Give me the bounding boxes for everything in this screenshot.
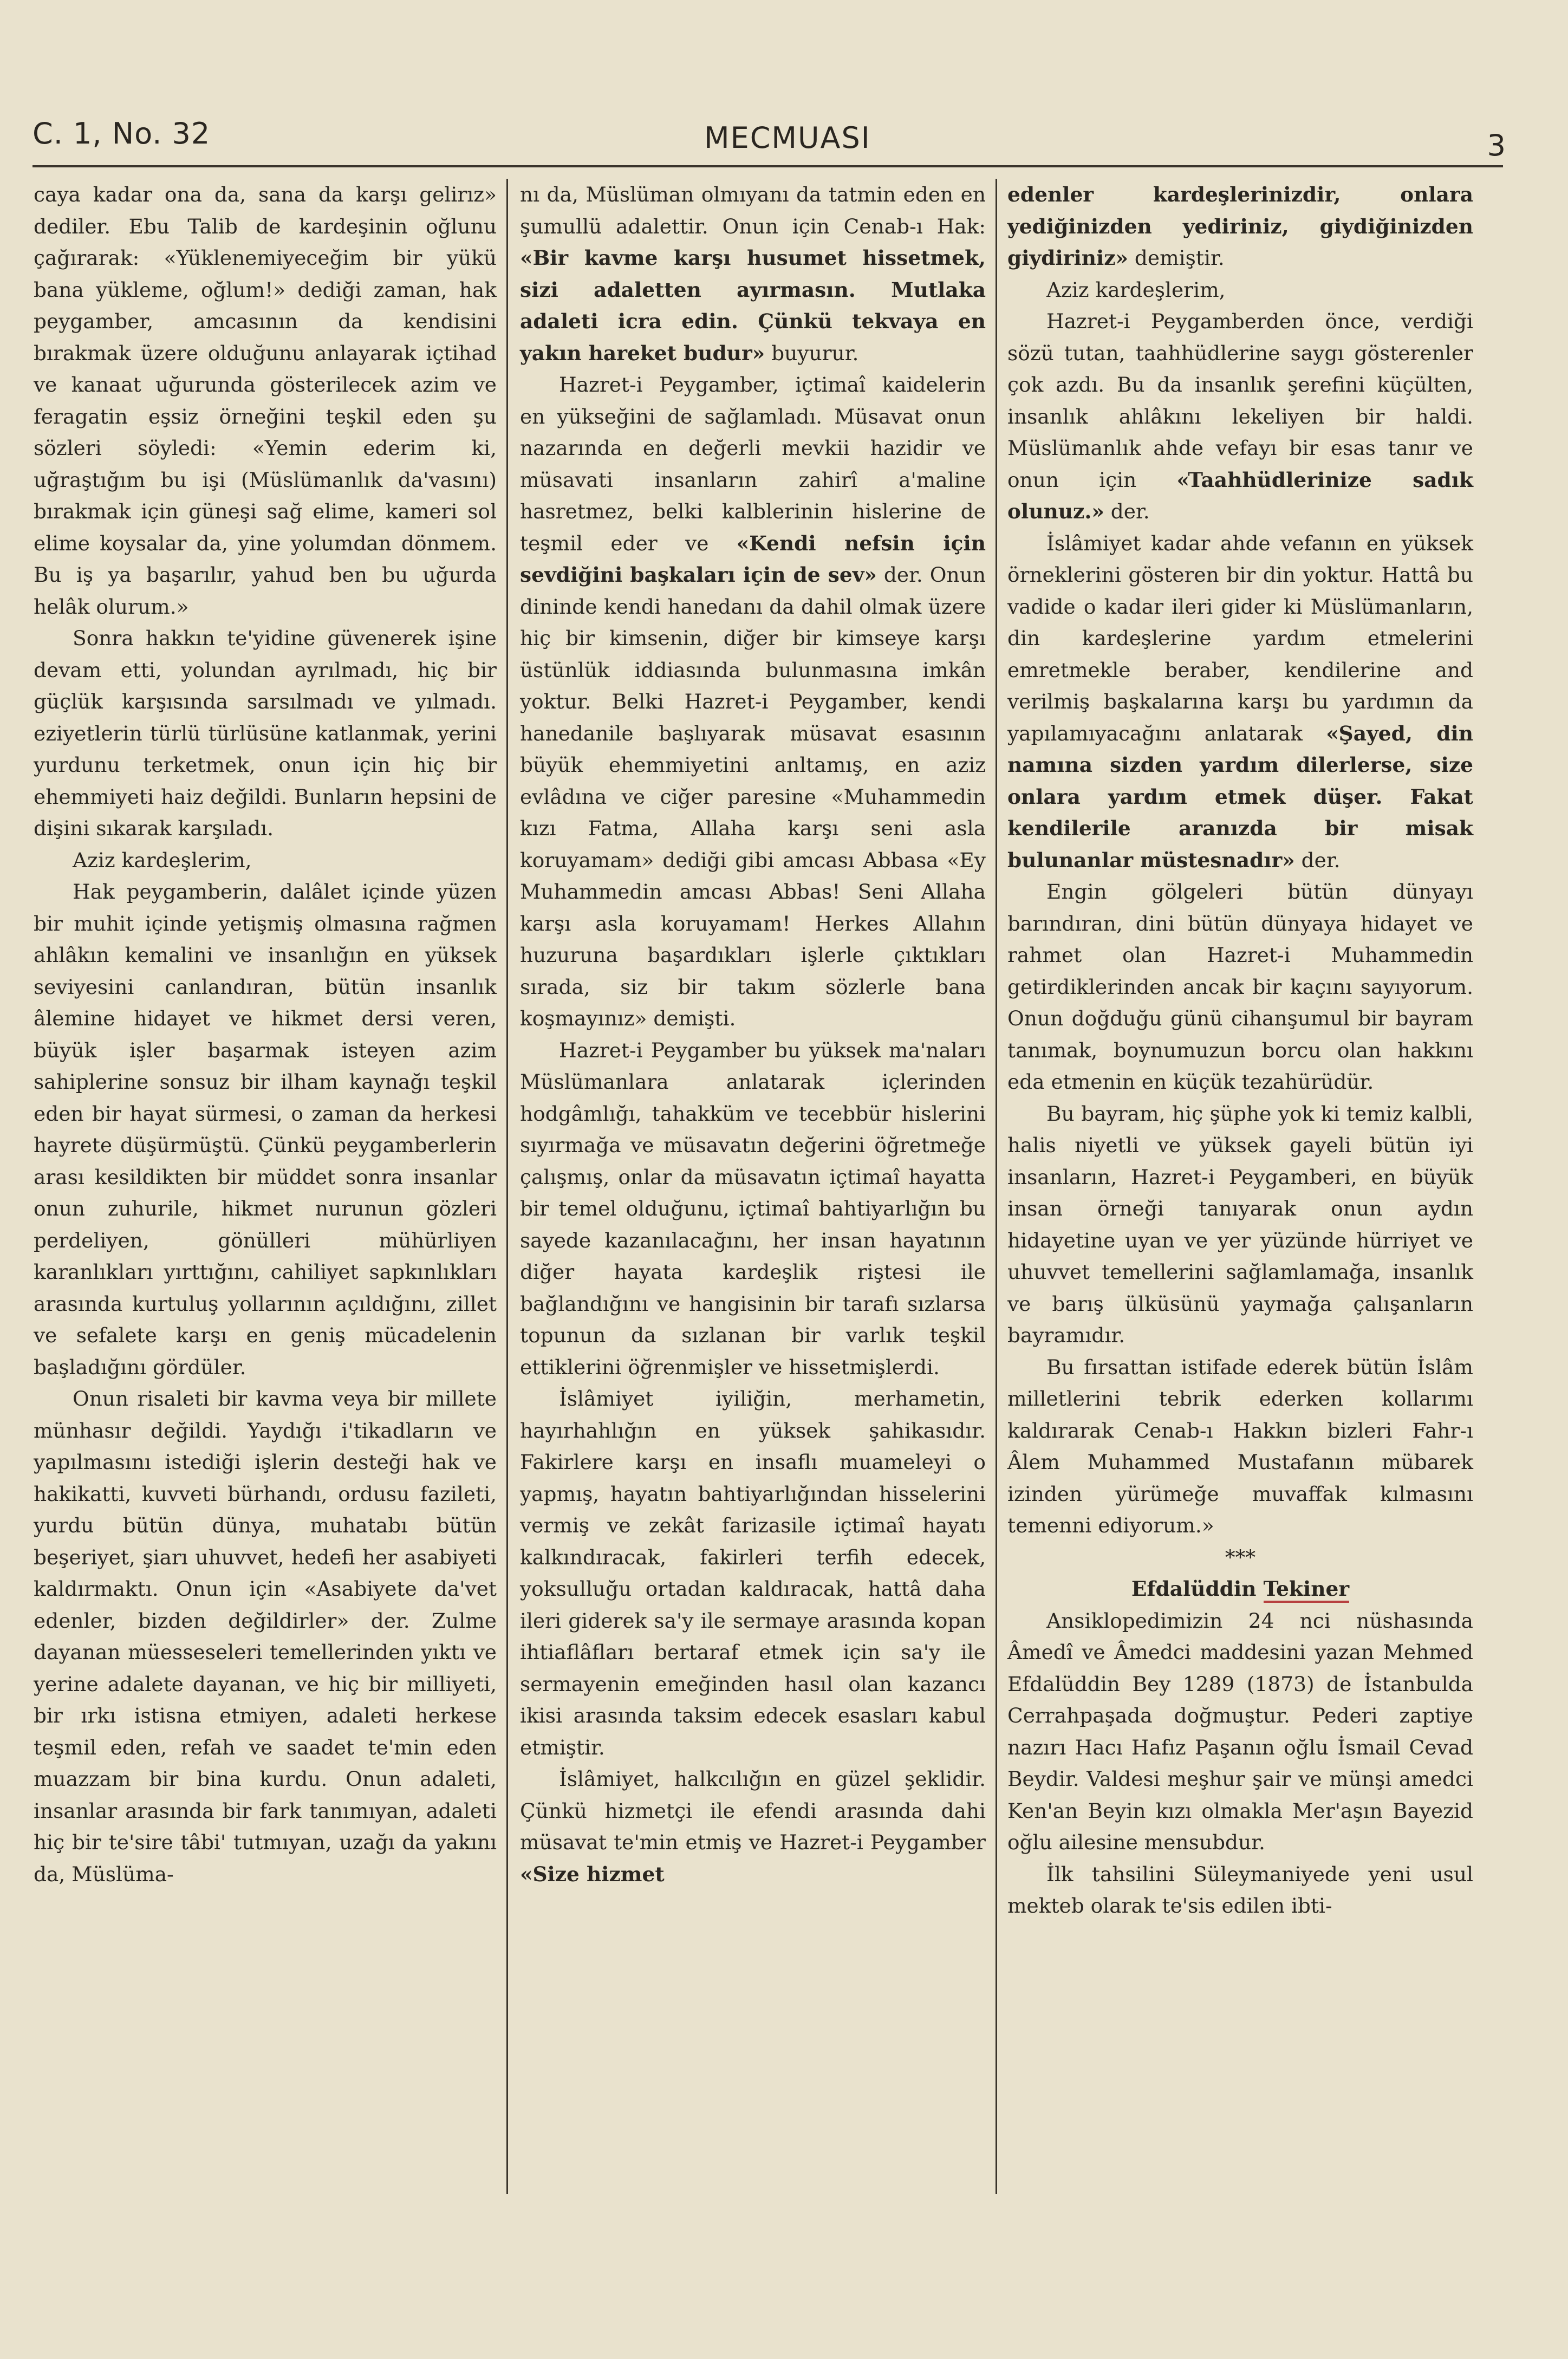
column-2	[520, 179, 986, 1890]
text: İslâmiyet, halkcılığın en güzel şeklidir. Çünkü hizmetçi ile efendi arasında dahi müsavat te'min etmiş ve Hazret-i Peygamber	[520, 1767, 986, 1854]
bold-quote: edenler kardeşlerinizdir, onlara yediğinizden yediriniz, giydiğinizden giydiriniz»	[1007, 183, 1473, 270]
text: Hazret-i Peygamberden önce, verdiği sözü tutan, taahhüdlerine saygı gösterenler çok azdı. Bu da insanlık şerefini küçülten, insanlık ahlâkını lekeliyen bir haldi. Müslümanlık ahde vefayı bir esas tanır ve onun için	[1007, 309, 1473, 492]
magazine-title: MECMUASI	[704, 121, 871, 155]
paragraph: Ansiklopedimizin 24 nci nüshasında Âmedî ve Âmedci maddesini yazan Mehmed Efdalüddin Bey 1289 (1873) de İstanbulda Cerrahpaşada doğmuştur. Pederi zaptiye nazırı Hacı Hafız Paşanın oğlu İsmail Cevad Beydir. Valdesi meşhur şair ve münşi amedci Ken'an Beyin kızı olmakla Mer'aşın Bayezid oğlu ailesine mensubdur.	[1007, 1608, 1473, 1854]
column-divider-2	[996, 179, 997, 2194]
paragraph: Aziz kardeşlerim,	[73, 848, 252, 872]
paragraph	[1007, 179, 1473, 274]
paragraph	[1007, 306, 1473, 528]
bold-quote: «Bir kavme karşı husumet hissetmek, sizi adaletten ayırmasın. Mutlaka adaleti icra edin. Çünkü tekvaya en yakın hareket budur»	[520, 246, 986, 365]
text: buyurur.	[765, 341, 859, 365]
text: der.	[1104, 499, 1150, 523]
paragraph: Bu bayram, hiç şüphe yok ki temiz kalbli, halis niyetli ve yüksek gayeli bütün iyi insanların, Hazret-i Peygamberi, en büyük insan örneği tanıyarak onun aydın hidayetine uyan ve yer yüzünde hürriyet ve uhuvvet temellerini sağlamlamağa, insanlık ve barış ülküsünü yaymağa çalışanların bayramıdır.	[1007, 1101, 1473, 1347]
column-divider-1	[506, 179, 508, 2194]
bold-quote: «Kendi nefsin için sevdiğini başkaları için de sev»	[520, 531, 986, 587]
page-header	[32, 116, 1506, 165]
paragraph: İslâmiyet iyiliğin, merhametin, hayırhahlığın en yüksek şahikasıdır. Fakirlere karşı en insaflı muameleyi o yapmış, hayatın bahtiyarlığından hisselerini vermiş ve zekât farizasile içtimaî hayatı kalkındıracak, fakirleri terfih edecek, yoksulluğu ortadan kaldıracak, hattâ daha ileri giderek sa'y ile sermaye arasında kopan ihtiaflâfları bertaraf etmek için sa'y ile sermayenin emeğinden hasıl olan kazancı ikisi arasında taksim edecek esasları kabul etmiştir.	[520, 1387, 986, 1759]
paragraph: Aziz kardeşlerim,	[1046, 277, 1226, 302]
paragraph	[520, 369, 986, 1035]
text: İslâmiyet kadar ahde vefanın en yüksek örneklerini gösteren bir din yoktur. Hattâ bu vadide o kadar ileri gider ki Müslümanların, din kardeşlerine yardım etmelerini emretmekle beraber, kendilerine and verilmiş başkalarına karşı bu yardımın da yapılamıyacağını anlatarak	[1007, 531, 1473, 745]
author-first-name: Efdalüddin	[1131, 1577, 1264, 1601]
page-number: 3	[1487, 128, 1506, 163]
paragraph: caya kadar ona da, sana da karşı gelirız» dediler. Ebu Talib de kardeşinin oğlunu çağırarak: «Yüklenemiyeceğim bir yükü bana yükleme, oğlum!» dediği zaman, hak peygamber, amcasının da kendisini bırakmak üzere olduğunu anlayarak içtihad ve kanaat uğurunda gösterilecek azim ve feragatin eşsiz örneğini teşkil eden şu sözleri söyledi: «Yemin ederim ki, uğraştığım bu işi (Müslümanlık da'vasını) bırakmak için güneşi sağ elime, kameri sol elime koysalar da, yine yolumdan dönmem. Bu iş ya başarılır, yahud ben bu uğurda helâk olurum.»	[34, 183, 497, 619]
text: Hazret-i Peygamber, içtimaî kaidelerin en yükseğini de sağlamladı. Müsavat onun nazarında en değerli mevkii hazidir ve müsavati insanların zahirî a'maline hasretmez, belki kalblerinin hislerine de teşmil eder ve	[520, 373, 986, 555]
text: der.	[1294, 848, 1341, 872]
bold-quote: «Taahhüdlerinize sadık olunuz.»	[1007, 467, 1473, 523]
text: nı da, Müslüman olmıyanı da tatmin eden en şumullü adalettir. Onun için Cenab-ı Hak:	[520, 183, 986, 238]
bold-quote: «Size hizmet	[520, 1862, 665, 1886]
section-separator: ***	[1225, 1545, 1256, 1569]
bold-quote: «Şayed, din namına sizden yardım dilerlerse, size onlara yardım etmek düşer. Fakat kendilerile aranızda bir misak bulunanlar müstesnadır»	[1007, 721, 1473, 872]
paragraph: Bu fırsattan istifade ederek bütün İslâm milletlerini tebrik ederken kollarımı kaldırarak Cenab-ı Hakkın bizleri Fahr-ı Âlem Muhammed Mustafanın mübarek izinden yürümeğe muvaffak kılmasını temenni ediyorum.»	[1007, 1355, 1473, 1537]
paragraph: İlk tahsilini Süleymaniyede yeni usul mekteb olarak te'sis edilen ibti-	[1007, 1862, 1473, 1918]
column-3	[1007, 179, 1473, 1922]
paragraph	[520, 179, 986, 369]
issue-number: C. 1, No. 32	[32, 116, 211, 151]
paragraph: Onun risaleti bir kavma veya bir millete münhasır değildi. Yaydığı i'tikadların ve yapılmasını istediği işlerin desteği hak ve hakikatti, kuvveti bürhandı, ordusu fazileti, yurdu bütün dünya, muhatabı bütün beşeriyet, şiarı uhuvvet, hedefi her asabiyeti kaldırmaktı. Onun için «Asabiyete da'vet edenler, bizden değildirler» der. Zulme dayanan müesseseleri temellerinden yıktı ve yerine adalete dayanan, ve hiç bir milliyeti, bir ırkı istisna etmiyen, adaleti herkese teşmil eden, refah ve saadet te'min eden muazzam bir bina kurdu. Onun adaleti, insanlar arasında bir fark tanımıyan, adaleti hiç bir te'sire tâbi' tutmıyan, uzağı da yakını da, Müslüma-	[34, 1387, 497, 1886]
paragraph: Engin gölgeleri bütün dünyayı barındıran, dini bütün dünyaya hidayet ve rahmet olan Hazret-i Muhammedin getirdiklerinden ancak bir kaçını sayıyorum. Onun doğduğu günü cihanşumul bir bayram tanımak, boynumuzun borcu olan hakkını eda etmenin en küçük tezahürüdür.	[1007, 880, 1473, 1094]
text: demiştir.	[1128, 246, 1225, 270]
paragraph: Sonra hakkın te'yidine güvenerek işine devam etti, yolundan ayrılmadı, hiç bir güçlük karşısında sarsılmadı ve yılmadı. eziyetlerin türlü türlüsüne katlanmak, yerini yurdunu terketmek, onun için hiç bir ehemmiyeti haiz değildi. Bunların hepsini de dişini sıkarak karşıladı.	[34, 626, 497, 840]
author-last-name: Tekiner	[1264, 1577, 1350, 1603]
text: der. Onun dininde kendi hanedanı da dahil olmak üzere hiç bir kimsenin, diğer bir kimseye karşı üstünlük iddiasında bulunmasına imkân yoktur. Belki Hazret-i Peygamber, kendi hanedanile başlıyarak müsavat esasının büyük ehemmiyetini anltamış, en aziz evlâdına ve ciğer paresine «Muhammedin kızı Fatma, Allaha karşı seni asla koruyamam» dediği gibi amcası Abbasa «Ey Muhammedin amcası Abbas! Seni Allaha karşı asla koruyamam! Herkes Allahın huzuruna başardıkları işlerle çıktıkları sırada, siz bir takım sözlerle bana koşmayınız» demişti.	[520, 563, 986, 1030]
paragraph: Hak peygamberin, dalâlet içinde yüzen bir muhit içinde yetişmiş olmasına rağmen ahlâkın kemalini ve insanlığın en yüksek seviyesini canlandıran, bütün insanlık âlemine hidayet ve hikmet dersi veren, büyük işler başarmak isteyen azim sahiplerine sonsuz bir ilham kaynağı teşkil eden bir hayat sürmesi, o zaman da herkesi hayrete düşürmüştü. Çünkü peygamberlerin arası kesildikten bir müddet sonra insanlar onun zuhurile, hikmet nurunun gözleri perdeliyen, gönülleri mühürliyen karanlıkları yırttığını, cahiliyet sapkınlıkları arasında kurtuluş yollarının açıldığını, zillet ve sefalete karşı en geniş mücadelenin başladığını gördüler.	[34, 880, 497, 1379]
paragraph	[1007, 528, 1473, 876]
paragraph	[520, 1763, 986, 1890]
column-1	[34, 179, 497, 1890]
author-signature	[1007, 1573, 1473, 1605]
paragraph: Hazret-i Peygamber bu yüksek ma'naları Müslümanlara anlatarak içlerinden hodgâmlığı, tahakküm ve tecebbür hislerini sıyırmağa ve müsavatın değerini öğretmeğe çalışmış, onlar da müsavatın içtimaî hayatta bir temel olduğunu, içtimaî bahtiyarlığın bu sayede kazanılacağını, her insan hayatının diğer hayata kardeşlik riştesi ile bağlandığını ve hangisinin bir tarafı sızlarsa topunun da sızlanan bir varlık teşkil ettiklerini öğrenmişler ve hissetmişlerdi.	[520, 1038, 986, 1379]
header-rule	[32, 165, 1503, 167]
